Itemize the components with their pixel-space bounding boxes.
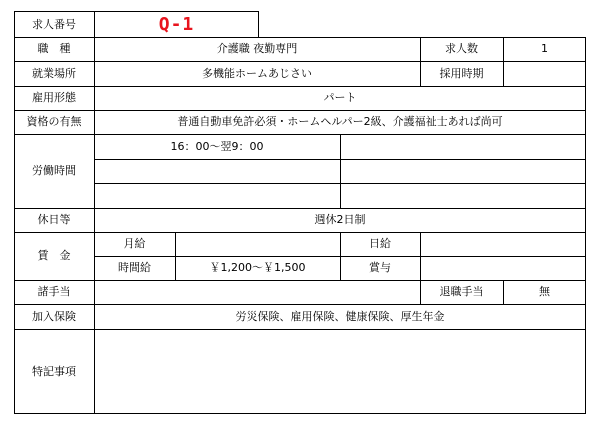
hours-value: 16：00～翌9：00: [170, 139, 264, 153]
holidays-label: 休日等: [37, 213, 71, 226]
wage-label: 賃 金: [37, 249, 71, 262]
employment-label: 雇用形態: [32, 91, 76, 104]
workplace-label: 就業場所: [32, 66, 76, 80]
notes-label: 特記事項: [32, 364, 76, 378]
retirement-label: 退職手当: [439, 285, 484, 298]
hours-label: 労働時間: [32, 164, 76, 177]
monthly-wage-label: 月給: [123, 237, 146, 250]
job-type-value: 介護職 夜勤専門: [216, 42, 298, 55]
hourly-wage-value: ￥1,200～￥1,500: [209, 261, 306, 274]
openings-value: 1: [541, 42, 548, 55]
daily-wage-label: 日給: [369, 237, 391, 250]
job-type-label: 職 種: [37, 42, 71, 55]
allowances-label: 諸手当: [37, 285, 71, 298]
job-number-label: 求人番号: [32, 17, 76, 31]
retirement-value: 無: [539, 285, 550, 298]
insurance-value: 労災保険、雇用保険、健康保険、厚生年金: [235, 309, 445, 323]
openings-label: 求人数: [445, 42, 478, 55]
bonus-value: [420, 256, 586, 280]
employment-value: パート: [323, 91, 357, 104]
holidays-value: 週休2日制: [314, 213, 366, 226]
hire-period-value: [503, 61, 586, 86]
workplace-value: 多機能ホームあじさい: [202, 66, 312, 80]
notes-value: [94, 329, 586, 414]
qualification-value: 普通自動車免許必須・ホームヘルパー2級、介護福祉士あれば尚可: [177, 115, 503, 128]
monthly-wage-value: [175, 232, 340, 256]
allowances-value: [94, 280, 420, 304]
insurance-label: 加入保険: [32, 309, 76, 323]
bonus-label: 賞与: [369, 261, 391, 274]
qualification-label: 資格の有無: [26, 115, 82, 128]
hire-period-label: 採用時期: [439, 66, 484, 80]
daily-wage-value: [420, 232, 586, 256]
hourly-wage-label: 時間給: [118, 261, 151, 274]
job-number-value: Q-1: [158, 13, 195, 35]
